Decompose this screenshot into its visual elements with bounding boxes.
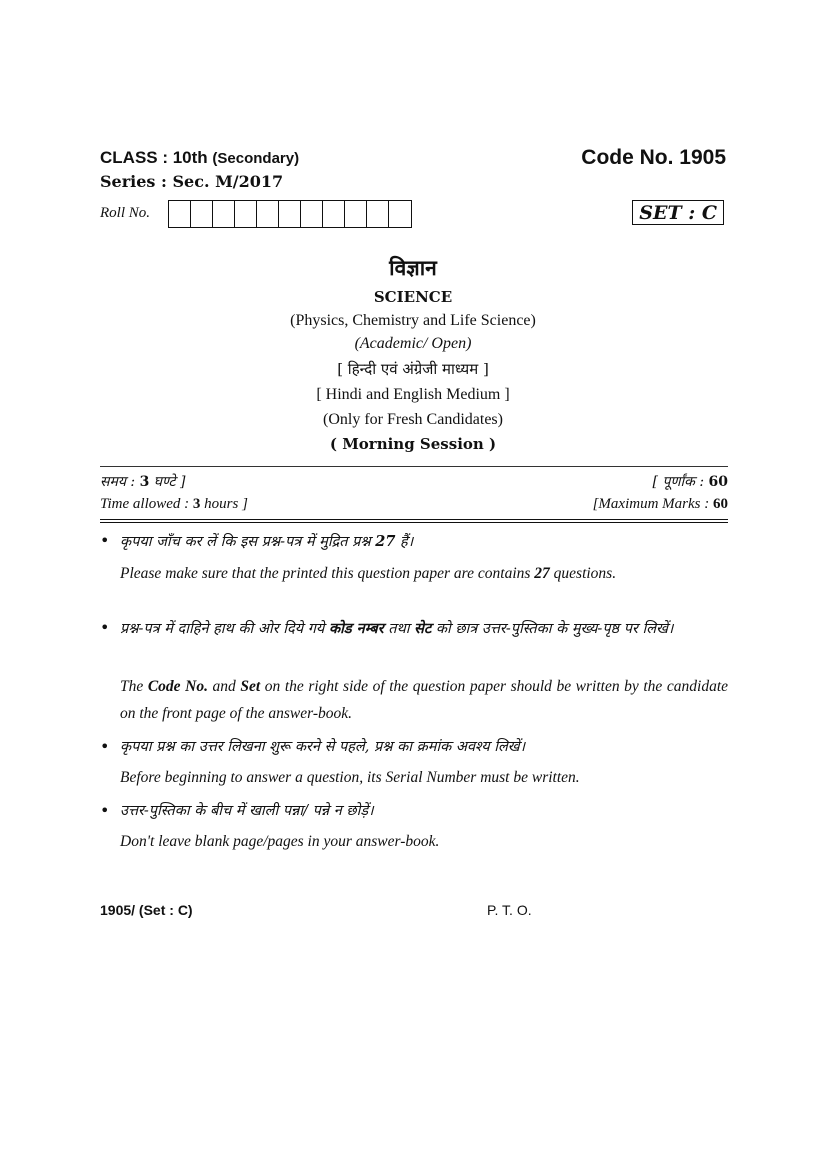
class-label xyxy=(100,148,299,168)
roll-number-box[interactable] xyxy=(169,201,191,227)
instruction-3-english: Before beginning to answer a question, its Serial Number must be written. xyxy=(120,769,580,786)
time-hi-suffix: घण्टे ] xyxy=(149,474,186,490)
i1-en-num: 27 xyxy=(534,565,550,582)
session-line: ( Morning Session ) xyxy=(329,435,497,453)
instruction-4-english: Don't leave blank page/pages in your answer-book. xyxy=(120,833,440,850)
roll-number-box[interactable] xyxy=(213,201,235,227)
time-en-prefix: Time allowed : xyxy=(100,496,193,512)
marks-hindi xyxy=(653,472,728,491)
instruction-1-hindi xyxy=(120,528,728,556)
roll-number-box[interactable] xyxy=(345,201,367,227)
footer-pto: P. T. O. xyxy=(487,902,532,918)
i2-hi-c: को छात्र उत्तर-पुस्तिका के मुख्य-पृष्ठ पर लिखें। xyxy=(431,621,674,637)
i2-hi-a: प्रश्न-पत्र में दाहिने हाथ की ओर दिये गये xyxy=(120,621,329,637)
set-badge: SET : C xyxy=(632,200,724,225)
time-hindi xyxy=(100,472,186,491)
i2-en-a: The xyxy=(120,678,148,695)
roll-number-box[interactable] xyxy=(301,201,323,227)
time-en-value: 3 xyxy=(192,496,201,512)
i2-hi-b: तथा xyxy=(383,621,415,637)
class-sub: (Secondary) xyxy=(212,150,300,167)
code-number: Code No. 1905 xyxy=(581,146,726,169)
time-en-suffix: hours ] xyxy=(200,496,248,512)
divider-top xyxy=(100,466,728,467)
time-hi-value: 3 xyxy=(139,474,150,490)
roll-number-box[interactable] xyxy=(279,201,301,227)
i1-hi-num: 27 xyxy=(375,533,396,550)
marks-hi-value: 60 xyxy=(708,474,728,490)
medium-english: [ Hindi and English Medium ] xyxy=(316,386,510,403)
divider-double-b xyxy=(100,522,728,523)
i2-en-code: Code No. xyxy=(147,678,208,695)
i2-hi-code: कोड नम्बर xyxy=(328,620,384,637)
time-english xyxy=(100,496,248,513)
footer-code: 1905/ (Set : C) xyxy=(100,902,193,918)
bullet-4: • xyxy=(100,801,110,820)
roll-number-box[interactable] xyxy=(323,201,345,227)
title-english: SCIENCE xyxy=(373,288,453,306)
divider-double-a xyxy=(100,519,728,520)
i1-en-b: questions. xyxy=(549,565,617,582)
roll-number-box[interactable] xyxy=(367,201,389,227)
instruction-1-english xyxy=(120,560,728,587)
marks-hi-prefix: [ पूर्णांक : xyxy=(652,474,709,490)
instruction-3-hindi: कृपया प्रश्न का उत्तर लिखना शुरू करने से पहले, प्रश्न का क्रमांक अवश्य लिखें। xyxy=(120,739,526,755)
i1-hi-b: हैं। xyxy=(395,534,414,550)
instruction-2-english xyxy=(120,673,728,727)
roll-number-boxes[interactable] xyxy=(168,200,412,228)
i1-en-a: Please make sure that the printed this question paper are contains xyxy=(120,565,535,582)
instruction-4-hindi: उत्तर-पुस्तिका के बीच में खाली पन्ना/ पन्ने न छोड़ें। xyxy=(120,803,374,819)
time-hi-prefix: समय : xyxy=(100,474,140,490)
roll-number-label: Roll No. xyxy=(100,205,151,221)
series-label: Series : Sec. M/2017 xyxy=(100,172,284,191)
bullet-1: • xyxy=(100,531,110,550)
class-main: CLASS : 10th xyxy=(100,148,208,167)
i2-en-c: on the right side of the question paper should be written by the candidate on the front page of the answer-book. xyxy=(120,678,729,722)
roll-number-box[interactable] xyxy=(257,201,279,227)
fresh-candidates-line: (Only for Fresh Candidates) xyxy=(323,411,503,428)
i2-hi-set: सेट xyxy=(414,620,432,637)
roll-number-box[interactable] xyxy=(235,201,257,227)
marks-en-prefix: [Maximum Marks : xyxy=(592,496,713,512)
bullet-2: • xyxy=(100,618,110,637)
i2-en-b: and xyxy=(207,678,241,695)
i1-hi-a: कृपया जाँच कर लें कि इस प्रश्न-पत्र में मुद्रित प्रश्न xyxy=(120,534,376,550)
roll-number-box[interactable] xyxy=(191,201,213,227)
title-hindi: विज्ञान xyxy=(389,255,437,280)
i2-en-set: Set xyxy=(240,678,261,695)
academic-line: (Academic/ Open) xyxy=(354,335,472,352)
roll-number-box[interactable] xyxy=(389,201,411,227)
marks-en-value: 60 xyxy=(713,496,728,512)
medium-hindi: [ हिन्दी एवं अंग्रेजी माध्यम ] xyxy=(337,360,489,378)
bullet-3: • xyxy=(100,737,110,756)
subjects-line: (Physics, Chemistry and Life Science) xyxy=(290,312,536,329)
instruction-2-hindi xyxy=(120,615,728,643)
marks-english xyxy=(593,496,728,513)
